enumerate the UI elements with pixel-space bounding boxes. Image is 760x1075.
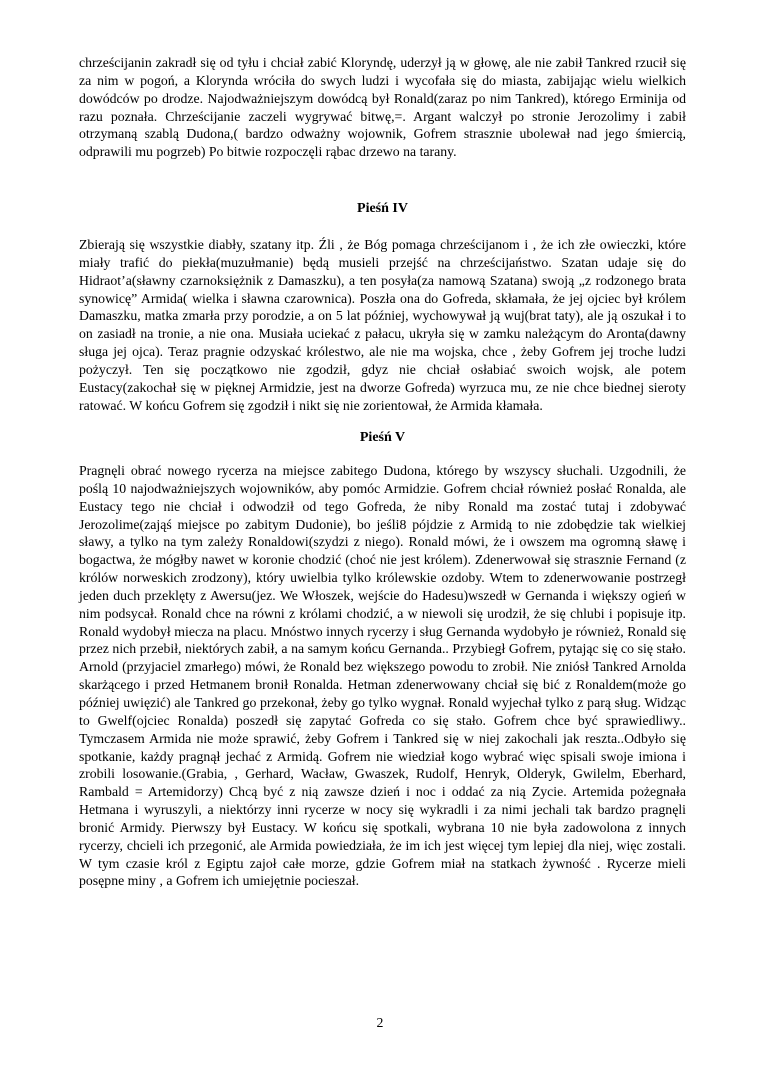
paragraph-battle-continuation: chrześcijanin zakradł się od tyłu i chciał zabić Kloryndę, uderzył ją w głowę, ale nie zabił Tankred rzucił się za nim w pogoń, a Klorynda wróciła do swych ludzi i wycofała się do miasta, zabijając wielu wielkich dowódców po drodze. Najodważniejszym dowódcą był Ronald(zaraz po nim Tankred), którego Erminija od razu poznała. Chrześcijanie zaczeli wygrywać bitwę,=. Argant walczył po stronie Jerozolimy i zabił otrzymaną szablą Dudona,( bardzo odważny wojownik, Gofrem strasznie ubolewał nad jego śmiercią, odprawili mu pogrzeb) Po bitwie rozpoczęli rąbac drzewo na tarany. — [79, 55, 686, 160]
heading-piesn-v: Pieśń V — [359, 430, 406, 445]
paragraph-piesn-v: Pragnęli obrać nowego rycerza na miejsce zabitego Dudona, którego by wszyscy słuchali. Uzgodnili, że poślą 10 najodważniejszych wojowników, aby pomóc Armidzie. Gofrem chciał również posłać Ronalda, ale Eustacy tego nie chciał i odwodził od tego Gofreda, że niby Ronald ma zostać tutaj i zdobywać Jerozolime(zająś miejsce po zabitym Dudonie), bo jeśli8 pójdzie z Armidą to nie zdobędzie tak wielkiej sławy, a tylko na tym zależy Ronaldowi(szydzi z niego). Ronald mówi, że i owszem ma ogromną sławę i bogactwa, że mógłby nawet w koronie chodzić (choć nie jest królem). Zdenerwował się strasznie Fernand (z królów norweskich zrodzony), który uwielbia tylko królewskie ozdoby. Wtem to zdenerwowanie postrzegł jeden duch przeklęty z Awersu(jez. We Włoszek, wejście do Hadesu)wszedł w Gernanda i większy ogień w nim podsycał. Ronald chce na równi z królami chodzić, a w niewoli się urodził, że się chlubi i popisuje itp. Ronald wydobył miecza na placu. Mnóstwo innych rycerzy i sług Gernanda wydobyło je również, Ronald się przez nich przebił, niektórych zabił, a na samym końcu Gernanda.. Przybiegł Gofrem, pytając się co się stało. Arnold (przyjaciel zmarłego) mówi, że Ronald bez większego powodu to zrobił. Nie zniósł Tankred Arnolda skarżącego i przed Hetmanem bronił Ronalda. Hetman zdenerwowany chciał się bić z Ronaldem(może go później uwięzić) ale Tankred go przekonał, żeby go tylko wygnał. Ronald wyjechał tylko z parą sług. Widząc to Gwelf(ojciec Ronalda) poszedł się zapytać Gofreda co się stało. Gofrem chce być sprawiedliwy.. Tymczasem Armida nie może sprawić, żeby Gofrem i Tankred się w niej zakochali jak reszta..Odbyło się spotkanie, każdy pragnął jechać z Armidą. Gofrem nie wiedział kogo wybrać więc spisali swoje imiona i zrobili losowanie.(Grabia, , Gerhard, Wacław, Gwaszek, Rudolf, Henryk, Olderyk, Gwilelm, Eberhard, Rambald = Artemidorzy) Chcą być z nią zawsze dzień i noc i oddać za nią Zycie. Artemida pożegnała Hetmana i wyruszyli, a niektórzy inni rycerze w nocy się wykradli i za nimi jechali tak bardzo pragnęli bronić Armidy. Pierwszy był Eustacy. W końcu się spotkali, wybrana 10 nie była zadowolona z innych rycerzy, chcieli ich przegonić, ale Armida powiedziała, że im ich jest więcej tym lepiej dla niej, więc zostali. W tym czasie król z Egiptu zajoł całe morze, gdzie Gofrem miał na statkach żywność . Rycerze mieli posępne miny , a Gofrem ich umiejętnie pocieszał. — [79, 463, 686, 889]
heading-piesn-iv: Pieśń IV — [357, 201, 408, 216]
paragraph-piesn-iv: Zbierają się wszystkie diabły, szatany itp. Źli , że Bóg pomaga chrześcijanom i , że ich złe owieczki, które miały trafić do piekła(muzułmanie) będą musieli przejść na chrześcijaństwo. Szatan udaje się do Hidraot’a(sławny czarnoksiężnik z Damaszku), a ten posyła(za namową Szatana) swoją „z rodzonego brata synowicę” Armida( wielka i sławna czarownica). Poszła ona do Gofreda, skłamała, że jej ojciec był królem Damaszku, matka zmarła przy porodzie, a on 5 lat później, wychowywał ją wuj(brat taty), ale ją oszukał i to on zasiadł na tronie, a nie ona. Musiała uciekać z pałacu, ukryła się w zamku należącym do Aronta(dawny sługa jej ojca). Teraz pragnie odzyskać królestwo, ale nie ma wojska, chce , żeby Gofrem jej troche ludzi pożyczył. Ten się początkowo nie zgodził, gdyz nie chciał osłabiać swoich wojsk, ale potem Eustacy(zakochał się w pięknej Armidzie, jest na dworze Gofreda) wyrzuca mu, ze nie chce biednej sieroty ratować. W końcu Gofrem się zgodził i nikt się nie zorientował, że Armida kłamała. — [79, 237, 686, 413]
page-number: 2 — [376, 1015, 384, 1030]
